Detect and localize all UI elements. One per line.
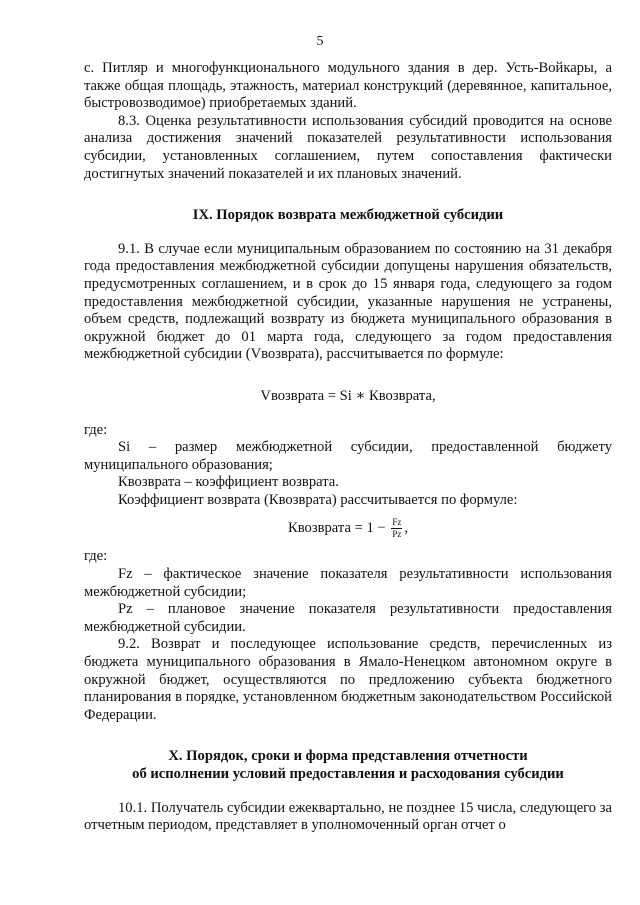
formula-k-return (84, 517, 612, 540)
page-number: 5 (316, 34, 324, 49)
document-body (84, 60, 612, 835)
where-label-1: где: (84, 421, 108, 438)
fraction-numerator: Fz (392, 517, 402, 528)
paragraph-pz-definition: Pz – плановое значение показателя результативности предоставления межбюджетной субсидии. (84, 601, 612, 635)
where-label-2: где: (84, 548, 108, 565)
formula-fraction (391, 517, 402, 540)
fraction-denominator: Pz (392, 529, 402, 540)
section-heading-x-line2: об исполнении условий предоставления и расходования субсидии (132, 766, 564, 782)
paragraph-k-formula-intro: Коэффициент возврата (Квозврата) рассчитывается по формуле: (118, 491, 518, 508)
paragraph-8-3: 8.3. Оценка результативности использования субсидий проводится на основе анализа достижения значений показателей результативности использования субсидии, установленных соглашением, путем сопоставления фактически достигнутых значений показателей и их плановых значений. (84, 112, 612, 182)
paragraph-k-definition: Квозврата – коэффициент возврата. (118, 474, 339, 491)
formula-k-tail: , (404, 520, 408, 537)
paragraph-10-1: 10.1. Получатель субсидии ежеквартально, не позднее 15 числа, следующего за отчетным периодом, представляет в уполномоченный орган отчет о (84, 799, 612, 834)
paragraph-9-1: 9.1. В случае если муниципальным образованием по состоянию на 31 декабря года предоставления межбюджетной субсидии допущены нарушения обязательств, предусмотренных соглашением, и в срок до 15 января года, следующего за годом предоставления межбюджетной субсидии, указанные нарушения не устранены, объем средств, подлежащий возврату из бюджета муниципального образования в окружной бюджет до 01 марта года, следующего за годом предоставления межбюджетной субсидии (Vвозврата), рассчитывается по формуле: (84, 240, 612, 363)
paragraph-fz-definition: Fz – фактическое значение показателя результативности использования межбюджетной субсидии; (84, 566, 612, 600)
formula-v-return: Vвозврата = Si ∗ Квозврата, (260, 387, 436, 404)
paragraph-9-2: 9.2. Возврат и последующее использование средств, перечисленных из бюджета муниципального образования в Ямало-Ненецком автономном округе в окружной бюджет, осуществляются по предложению субъекта бюджетного планирования в порядке, установленном бюджетным законодательством Российской Федерации. (84, 636, 612, 723)
paragraph-si-definition: Si – размер межбюджетной субсидии, предоставленной бюджету муниципального образования; (84, 439, 612, 473)
section-heading-x-line1: X. Порядок, сроки и форма представления отчетности (168, 748, 528, 765)
paragraph-p1: с. Питляр и многофункционального модульного здания в дер. Усть-Войкары, а также общая площадь, этажность, материал конструкций (деревянное, капитальное, быстровозводимое) приобретаемых зданий. (84, 60, 612, 112)
section-heading-ix: IX. Порядок возврата межбюджетной субсидии (192, 207, 504, 224)
formula-k-lhs: Квозврата = 1 − (288, 520, 386, 537)
